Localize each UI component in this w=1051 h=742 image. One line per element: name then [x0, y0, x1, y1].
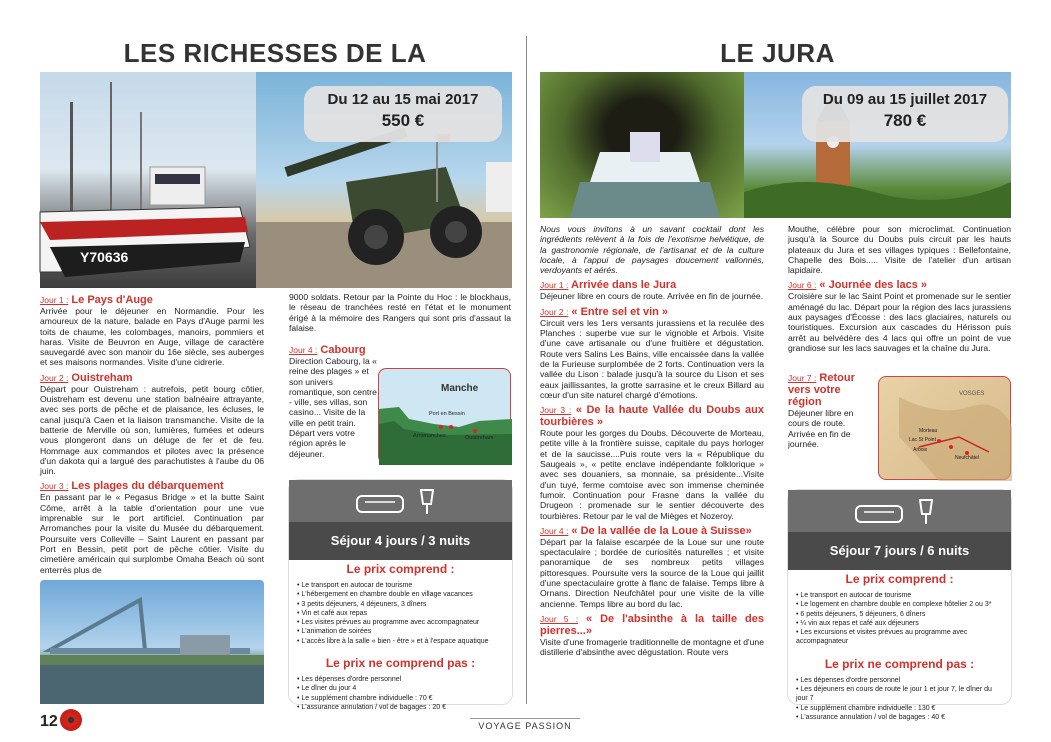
jura-intro: Nous vous invitons à un savant cocktail dont les ingrédients relèvent à la fois de l'exotisme helvétique, de la gastronomie régionale, de l'artisanat et de la culture locale, à l'appui de paysages doucement vallonnés, verdoyants et aérés.: [540, 224, 764, 276]
jura-day-7-text: Déjeuner libre en cours de route. Arrivée en fin de journée.: [788, 408, 854, 449]
jura-day-3-heading: Jour 3 : « De la haute Vallée du Doubs aux tourbières »: [540, 404, 764, 429]
page-number: 12: [40, 713, 58, 730]
list-item: • Le transport en autocar de tourisme: [796, 591, 1003, 600]
jura-date-price-badge: [802, 86, 1008, 142]
footer-brand: VOYAGE PASSION: [470, 718, 580, 731]
list-item: • 3 petits déjeuners, 4 déjeuners, 3 dîners: [297, 600, 504, 609]
list-item: • Le transport en autocar de tourisme: [297, 581, 504, 590]
list-item: • L'assurance annulation / vol de bagages : 20 €: [297, 703, 504, 712]
jura-column-1: [540, 224, 764, 662]
normandy-day-2-text: Départ pour Ouistreham : autrefois, petit bourg côtier, Ouistreham est devenu une station balnéaire attrayante, avec ses ports de pêche et de plaisance, les écluses, le canal jusqu'à Caen et la liaison transmanche. Visite de la batterie de Merville où son, lumières, fumées et odeurs vous plongeront dans un déluge de fer et de feu. Hommage aux commandos et pilotes avec la présence d'un dakota qui a largué des parachutistes à l'aube du 06 juin.: [40, 383, 264, 477]
list-item: • Les excursions et visites prévues au programme avec accompagnateur: [796, 628, 1003, 647]
normandy-includes-list: [289, 581, 512, 646]
jura-day-2-text: Circuit vers les 1ers versants jurassiens et la reculée des Planches : superbe vue sur le vignoble et Arbois. Visite d'une cave artisanale ou d'une fruitière et dégustation. Route vers Salins Les Bains, ville encaissée dans la vallée de la Furieuse surplombée de 2 forts. Continuation vers la vallée du Lison : balade jusqu'à la source du Lison et ses eaux jaillissantes, la grotte sarrasine et le creux Billard au cœur d'un site naturel chargé d'émotions.: [540, 317, 764, 400]
list-item: • ¼ vin aux repas et café aux déjeuners: [796, 619, 1003, 628]
normandy-excludes-title: Le prix ne comprend pas :: [325, 656, 476, 671]
waterfall-photo: [540, 72, 744, 218]
jura-day-2-heading: Jour 2 : « Entre sel et vin »: [540, 305, 669, 318]
waterfall-graphic: [540, 72, 744, 218]
jura-day-5-heading: Jour 5 : « De l'absinthe à la taille des pierres...»: [540, 612, 764, 637]
list-item: • Le supplément chambre individuelle : 70 €: [297, 694, 504, 703]
normandy-includes-title: Le prix comprend :: [346, 562, 455, 576]
normandy-day-4: [289, 342, 377, 463]
left-page-title: LES RICHESSES DE LA: [123, 38, 427, 68]
pegasus-bridge-photo: [40, 580, 264, 704]
map-label-ouistreham: Ouistreham: [465, 435, 494, 441]
jura-map-label-neufchatel: Neufchâtel: [955, 455, 979, 461]
right-page-title: LE JURA: [720, 38, 835, 68]
list-item: • Les visites prévues au programme avec accompagnateur: [297, 618, 504, 627]
jura-map: [878, 376, 1011, 480]
normandy-day-4-text: Direction Cabourg, la « reine des plages » et son univers romantique, son centre - ville, ses villas, son casino... Visite de la ville en petit train. Départ vers votre région après le déjeuner.: [289, 356, 377, 459]
list-item: • Le supplément chambre individuelle : 130 €: [796, 704, 1003, 713]
jura-day-6-text: Croisière sur le lac Saint Point et promenade sur le sentier aménagé du lac. Départ pour la région des lacs jurassiens aux paysages d'Écosse : des lacs glaciaires, naturels ou touristiques. Excursion aux cascades du Hérisson puis arrêt au belvédère des 4 lacs qui offre un point de vue grandiose sur les lacs sauvages et la chaîne du Jura.: [788, 291, 1011, 353]
jura-day-5-text: Visite d'une fromagerie traditionnelle de montagne et d'une distillerie d'absinthe avec dégustation. Route vers: [540, 636, 764, 658]
jura-stay-duration: Séjour 7 jours / 6 nuits: [788, 532, 1011, 570]
normandy-price: 550 €: [381, 111, 425, 130]
jura-day-5-continued: Mouthe, célèbre pour son microclimat. Continuation jusqu'à la Source du Doubs puis circuit par les hauts plateaux du Jura et ses villages typiques : Bellefontaine, Chapelle des Bois..... Visite de l'atelier d'un artisan lapidaire.: [788, 224, 1011, 276]
bridge-graphic: [40, 580, 264, 704]
list-item: • Vin et café aux repas: [297, 609, 504, 618]
normandy-date-price-badge: [304, 86, 502, 142]
jura-map-label-lac: Lac St Point: [909, 437, 936, 443]
normandy-info-box: [289, 480, 512, 711]
normandy-day-1-text: Arrivée pour le déjeuner en Normandie. Pour les amoureux de la nature, balade en Pays d'Auge parmi les toits de chaume, les colombages, manoirs, pommiers et haras. Visite de Beuvron en Auge, village de caractère sauvegardé avec son manoir du 16e siècle, ses auberges et ses maisons normandes. Visite d'une cidrerie.: [40, 306, 264, 368]
jura-excludes-list: [788, 676, 1011, 722]
jura-info-box: [788, 490, 1011, 721]
fishing-boat-photo: [40, 72, 256, 288]
list-item: • L'hébergement en chambre double en village vacances: [297, 590, 504, 599]
jura-day-3-text: Route pour les gorges du Doubs. Découverte de Morteau, petite ville à la frontière suisse, capitale du pays horloger et de la saucisse....Puis route vers la « République du Saugeais », « petite enclave indépendante folklorique » avec ses douaniers, sa monnaie, sa présidente...Visite d'un tuyé, ferme comtoise avec son immense cheminée fumoir. Continuation pour Frasne dans la vallée du Drugeon : promenade sur le sentier découverte des tourbières. Retour par le val de Mièges et Nozeroy.: [540, 428, 764, 521]
normandy-day-2-heading: Jour 2 : Ouistreham: [40, 371, 133, 384]
jura-column-2: [788, 224, 1011, 357]
normandy-day-1-heading: Jour 1 : Le Pays d'Auge: [40, 294, 153, 306]
poppy-icon: [60, 709, 82, 731]
normandy-excludes-list: [289, 675, 512, 712]
jura-price: 780 €: [883, 111, 927, 130]
list-item: • Les dépenses d'ordre personnel: [297, 675, 504, 684]
jura-day-1-heading: Jour 1 : Arrivée dans le Jura: [540, 279, 677, 292]
normandy-stay-duration: Séjour 4 jours / 3 nuits: [289, 522, 512, 560]
normandy-day-3-text: En passant par le « Pegasus Bridge » et la butte Saint Côme, arrêt à la table d'orientation pour une vue imprenable sur le port artificiel. Continuation par Arromanches pour la visite du Musée du débarquement. Poursuite vers Colleville – Saint Laurent en passant par Port en Bessin, petit port de pêche côtier. Visite du cimetière américain qui surplombe Omaha Beach où sont enterrés plus de: [40, 492, 264, 575]
map-label-sea: Manche: [441, 383, 479, 394]
map-label-arromanches: Arromanches: [413, 433, 446, 439]
list-item: • L'assurance annulation / vol de bagages : 40 €: [796, 713, 1003, 722]
page-divider: [526, 36, 527, 704]
jura-map-label-vosges: VOSGES: [959, 391, 985, 397]
list-item: • Les dépenses d'ordre personnel: [796, 676, 1003, 685]
bus-and-glass-icon: [355, 488, 445, 518]
jura-map-label-morteau: Morteau: [919, 428, 938, 434]
jura-day-4-text: Départ par la falaise escarpée de la Loue sur une route spectaculaire ; bordée de curiosités naturelles ; et visite panoramique de ses nombreux petits villages pittoresques. Poursuite vers la source de la Loue qui jaillit d'une spectaculaire grotte à flanc de falaise. Temps libre à Ornans. Direction Neufchâtel pour une visite de la ville ancienne. Temps libre au bord du lac.: [540, 536, 764, 609]
normandy-column-2: [289, 292, 511, 337]
jura-includes-title: Le prix comprend :: [845, 572, 954, 586]
jura-hero-photo: [540, 72, 1011, 218]
jura-map-label-arbois: Arbois: [913, 447, 928, 453]
jura-day-7-heading: Jour 7 : Retour vers votre région: [788, 372, 855, 408]
jura-day-6-heading: Jour 6 : « Journée des lacs »: [788, 279, 928, 292]
fishing-boat-graphic: [40, 72, 256, 288]
normandy-day-4-heading: Jour 4 : Cabourg: [289, 344, 366, 356]
normandy-hero-photo: [40, 72, 512, 288]
list-item: • Les déjeuners en cours de route le jour 1 et jour 7, le dîner du jour 7: [796, 685, 1003, 704]
jura-day-4-heading: Jour 4 : « De la vallée de la Loue à Suisse»: [540, 524, 752, 537]
normandy-day-3-continued: 9000 soldats. Retour par la Pointe du Hoc : le blockhaus, le réseau de tranchées resté en l'état et le monument érigé à la mémoire des Rangers qui sont pris d'assaut la falaise.: [289, 292, 511, 333]
jura-day-7: [788, 370, 872, 453]
jura-includes-list: [788, 591, 1011, 647]
jura-excludes-title: Le prix ne comprend pas :: [824, 656, 975, 671]
map-label-port: Port en Bessin: [429, 411, 465, 417]
bus-and-glass-icon: [854, 498, 944, 528]
normandy-map-graphic: [379, 369, 512, 465]
normandy-column-1: [40, 292, 264, 579]
jura-map-graphic: [879, 377, 1012, 481]
jura-dates: Du 09 au 15 juillet 2017: [822, 91, 988, 108]
normandy-day-3-heading: Jour 3 : Les plages du débarquement: [40, 480, 224, 493]
boat-registration: Y70636: [80, 249, 129, 265]
jura-day-1-text: Déjeuner libre en cours de route. Arrivée en fin de journée.: [540, 291, 764, 302]
list-item: • L'animation de soirées: [297, 627, 504, 636]
normandy-map: [378, 368, 511, 464]
list-item: • Le dîner du jour 4: [297, 684, 504, 693]
list-item: • Le logement en chambre double en complexe hôtelier 2 ou 3*: [796, 600, 1003, 609]
list-item: • 6 petits déjeuners, 5 déjeuners, 6 dîners: [796, 610, 1003, 619]
normandy-dates: Du 12 au 15 mai 2017: [327, 91, 479, 108]
list-item: • L'accès libre à la salle « bien - être » et à l'espace aquatique: [297, 637, 504, 646]
